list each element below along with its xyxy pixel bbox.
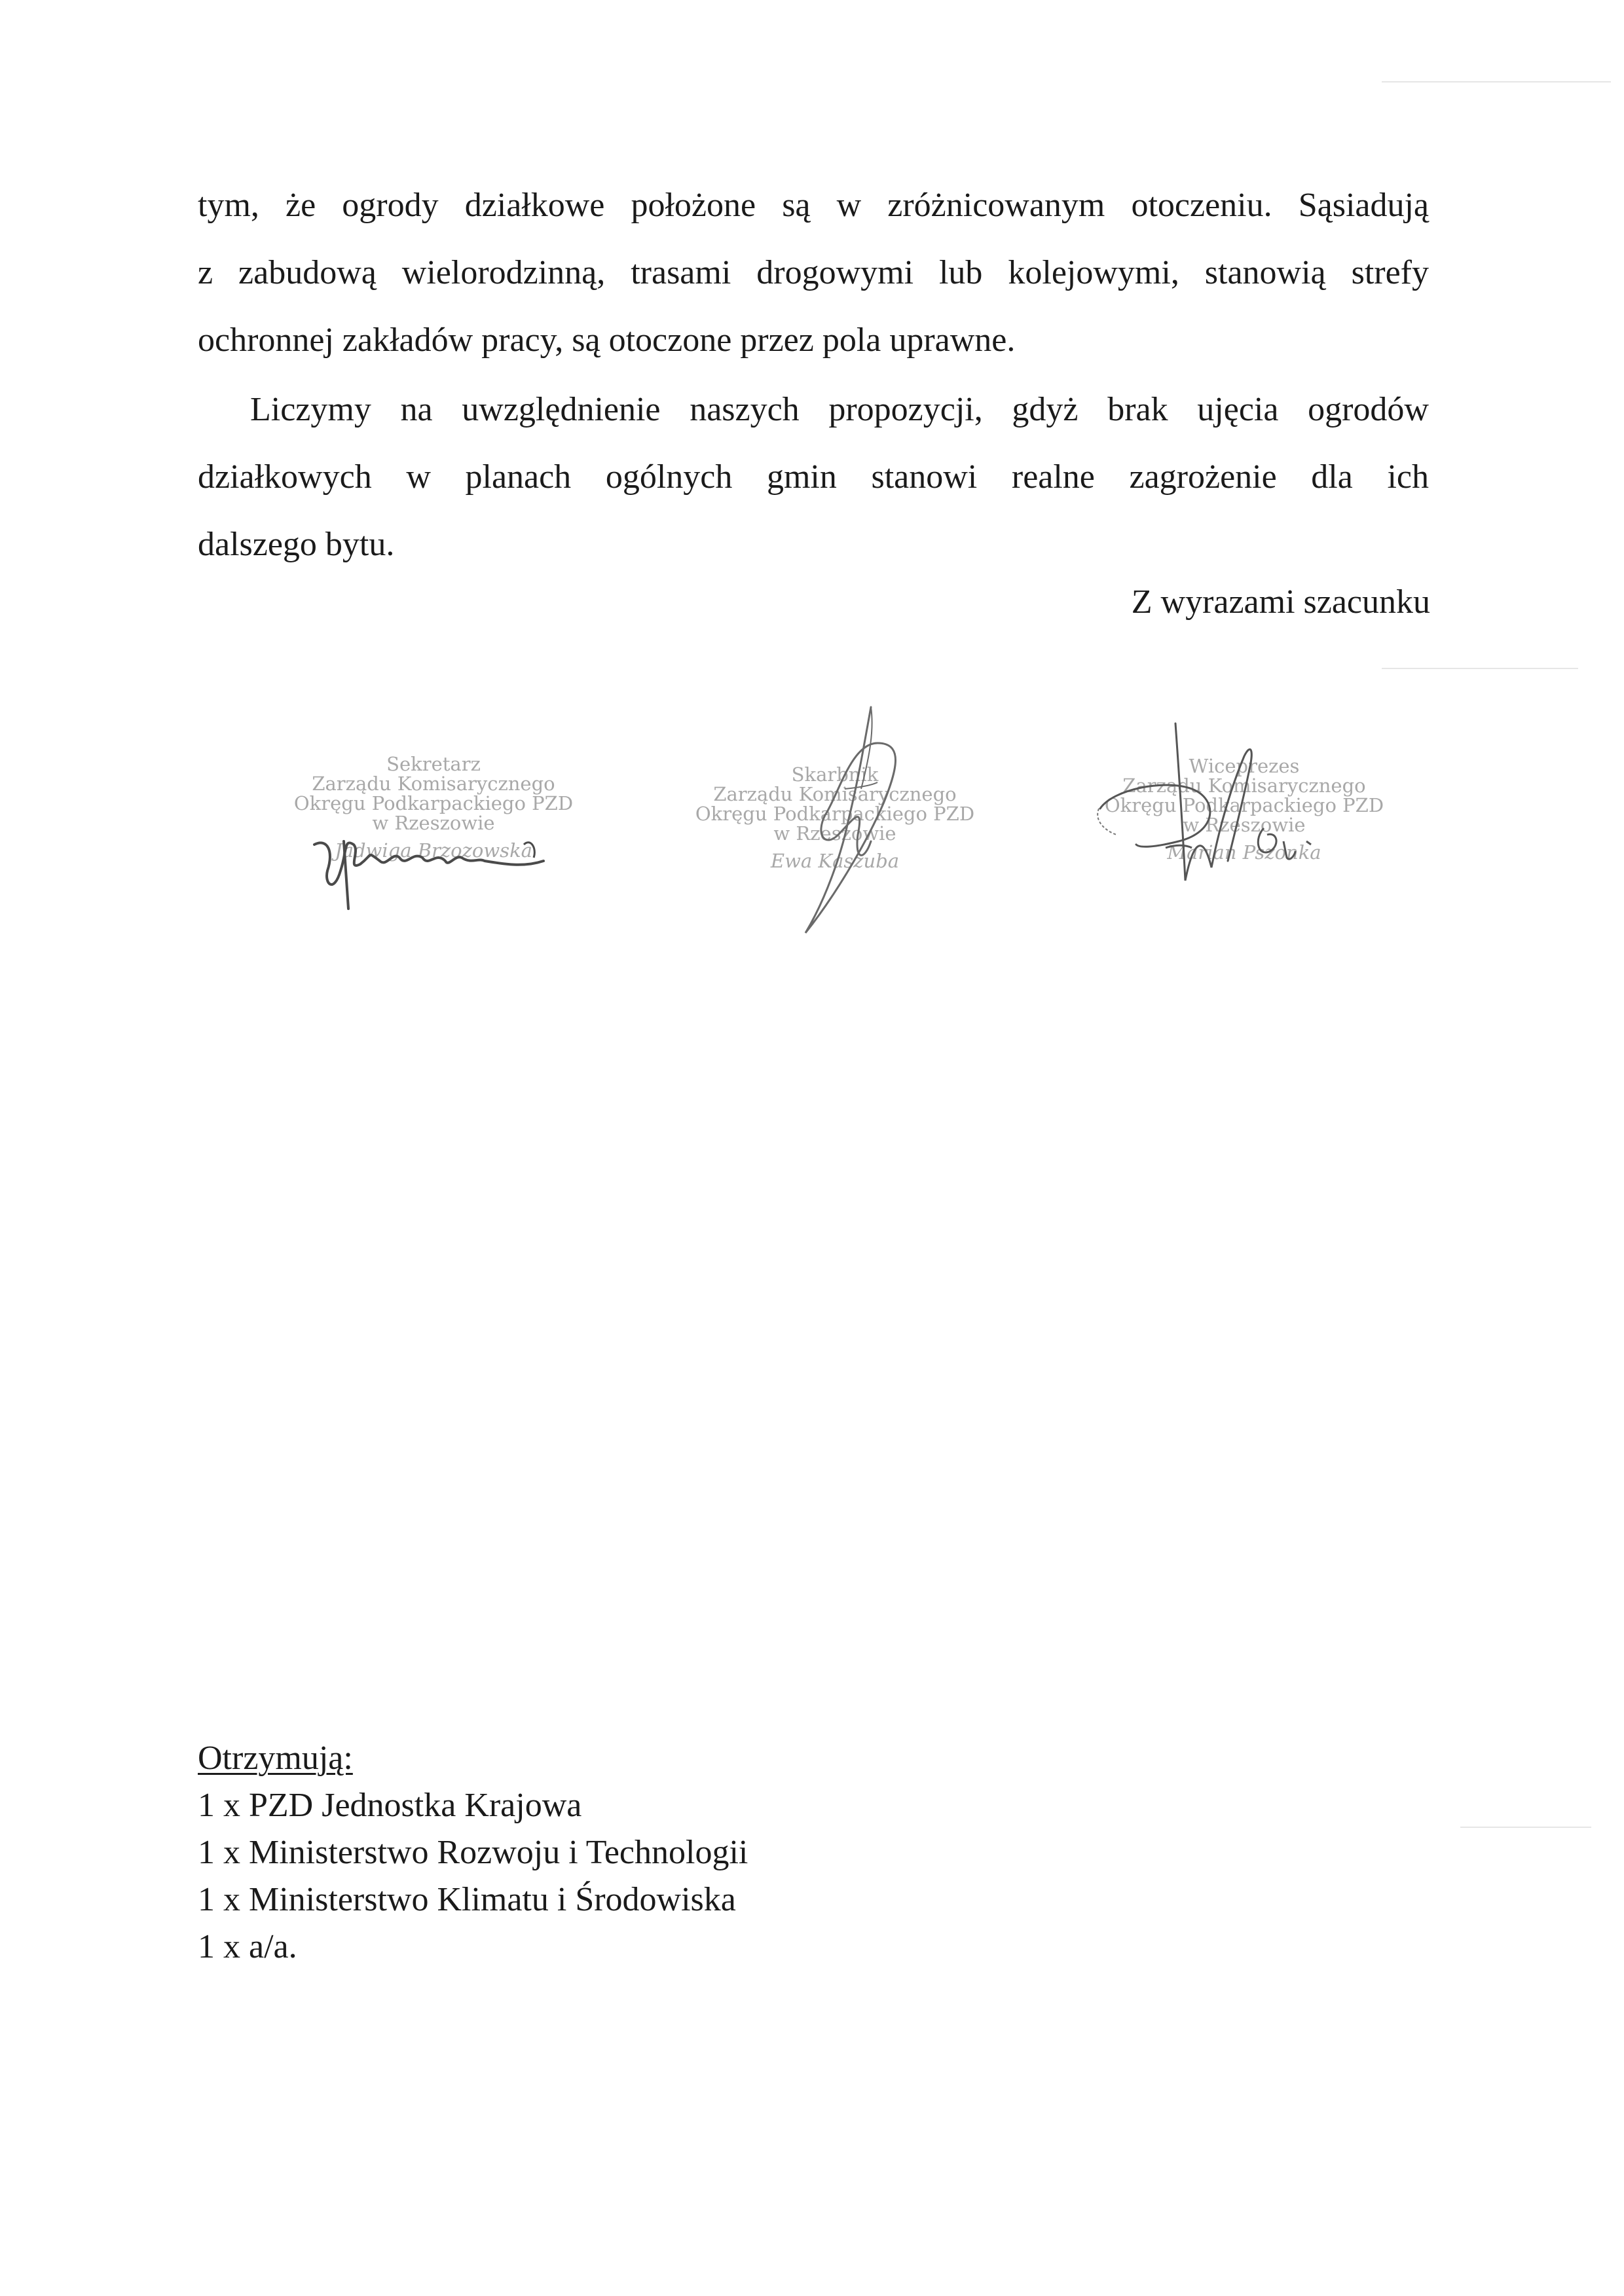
stamp-body-line: Okręgu Podkarpackiego PZD (695, 803, 975, 825)
stamp-role: Skarbnik (791, 763, 879, 786)
text-line: z zabudową wielorodzinną, trasami drogowymi lub kolejowymi, stanowią strefy (198, 254, 1429, 291)
stamp-body-line: Okręgu Podkarpackiego PZD (293, 792, 574, 814)
scan-noise-mark (1460, 1827, 1591, 1828)
stamp-name: Ewa Kaszuba (770, 850, 900, 872)
stamp-body-line: w Rzeszowie (773, 822, 896, 845)
recipients-list (198, 1735, 748, 1971)
stamp-body-line: Okręgu Podkarpackiego PZD (1104, 794, 1384, 816)
text-line: Liczymy na uwzględnienie naszych propozycji, gdyż brak ujęcia ogrodów (250, 391, 1429, 428)
scan-noise-mark (1382, 81, 1611, 82)
stamp-secretary (283, 754, 584, 860)
text-line: ochronnej zakładów pracy, są otoczone przez pola uprawne. (198, 321, 1016, 359)
recipients-title: Otrzymują: (198, 1740, 353, 1777)
stamp-body-line: w Rzeszowie (1183, 814, 1306, 836)
stamp-name: Marian Pszonka (1167, 841, 1321, 864)
recipient-item: 1 x PZD Jednostka Krajowa (198, 1787, 582, 1824)
text-line: tym, że ogrody działkowe położone są w zróżnicowanym otoczeniu. Sąsiadują (198, 187, 1429, 224)
stamp-treasurer (691, 765, 979, 871)
recipient-item: 1 x Ministerstwo Klimatu i Środowiska (198, 1881, 736, 1918)
stamp-vice-president (1094, 756, 1395, 862)
recipient-item: 1 x Ministerstwo Rozwoju i Technologii (198, 1834, 748, 1871)
stamp-role: Wiceprezes (1189, 755, 1300, 777)
stamp-body-line: Zarządu Komisarycznego (312, 773, 555, 795)
text-line: dalszego bytu. (198, 526, 395, 563)
stamp-name: Jadwiga Brzozowska (335, 839, 532, 862)
scan-noise-mark (1382, 668, 1578, 669)
complimentary-close: Z wyrazami szacunku (1131, 583, 1430, 621)
recipient-item: 1 x a/a. (198, 1928, 297, 1965)
paragraph-closing (198, 376, 1429, 578)
stamp-role: Sekretarz (386, 753, 481, 775)
stamp-body-line: Zarządu Komisarycznego (1122, 774, 1366, 797)
text-line: działkowych w planach ogólnych gmin stanowi realne zagrożenie dla ich (198, 458, 1429, 496)
paragraph-continuation (198, 172, 1429, 374)
stamp-body-line: w Rzeszowie (372, 812, 495, 834)
stamp-body-line: Zarządu Komisarycznego (713, 783, 957, 805)
